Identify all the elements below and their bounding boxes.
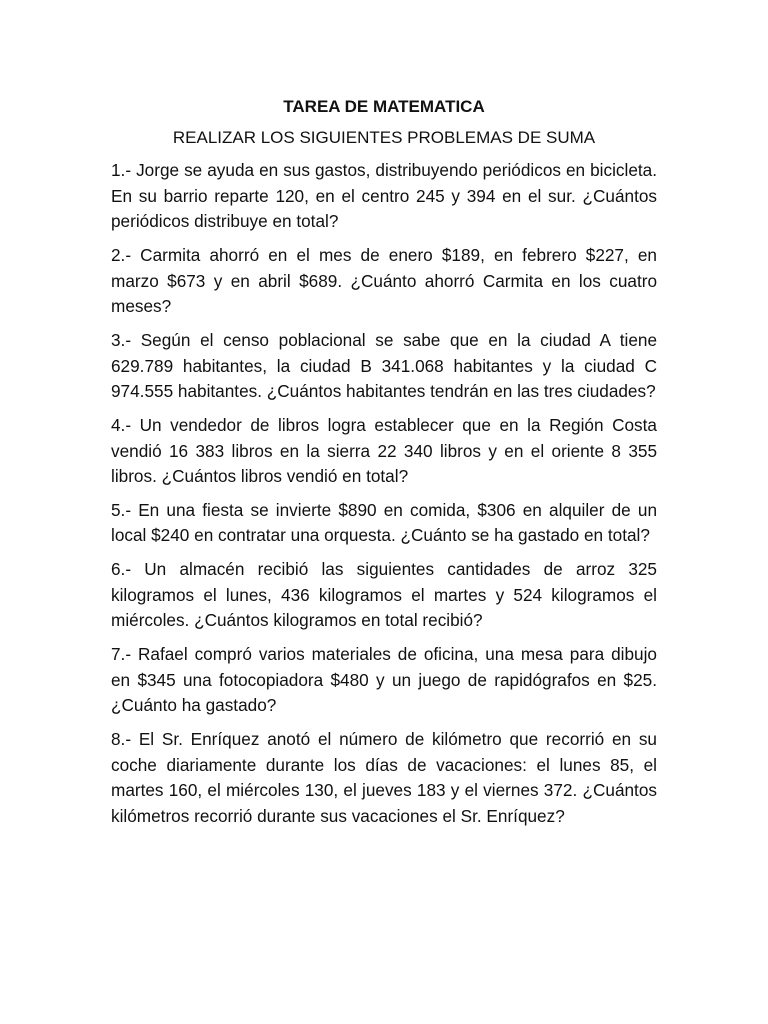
problem-5: 5.- En una fiesta se invierte $890 en comida, $306 en alquiler de un local $240 en contratar una orquesta. ¿Cuánto se ha gastado en total? — [111, 499, 657, 546]
document-subtitle: REALIZAR LOS SIGUIENTES PROBLEMAS DE SUMA — [172, 128, 596, 147]
problem-8: 8.- El Sr. Enríquez anotó el número de kilómetro que recorrió en su coche diariamente durante los días de vacaciones: el lunes 85, el martes 160, el miércoles 130, el jueves 183 y el viernes 372. ¿Cuántos kilómetros recorrió durante sus vacaciones el Sr. Enríquez? — [111, 729, 657, 826]
problem-3: 3.- Según el censo poblacional se sabe que en la ciudad A tiene 629.789 habitantes, la ciudad B 341.068 habitantes y la ciudad C 974.555 habitantes. ¿Cuántos habitantes tendrán en las tres ciudades? — [111, 329, 657, 402]
problem-1: 1.- Jorge se ayuda en sus gastos, distribuyendo periódicos en bicicleta. En su barrio reparte 120, en el centro 245 y 394 en el sur. ¿Cuántos periódicos distribuye en total? — [111, 160, 657, 232]
problem-7: 7.- Rafael compró varios materiales de oficina, una mesa para dibujo en $345 una fotocopiadora $480 y un juego de rapidógrafos en $25. ¿Cuánto ha gastado? — [111, 644, 657, 716]
problem-2: 2.- Carmita ahorró en el mes de enero $189, en febrero $227, en marzo $673 y en abril $689. ¿Cuánto ahorró Carmita en los cuatro meses? — [111, 244, 657, 317]
problem-6: 6.- Un almacén recibió las siguientes cantidades de arroz 325 kilogramos el lunes, 436 kilogramos el martes y 524 kilogramos el miércoles. ¿Cuántos kilogramos en total recibió? — [111, 559, 657, 631]
document-title: TAREA DE MATEMATICA — [283, 97, 485, 116]
problem-4: 4.- Un vendedor de libros logra establecer que en la Región Costa vendió 16 383 libros en la sierra 22 340 libros y en el oriente 8 355 libros. ¿Cuántos libros vendió en total? — [111, 414, 657, 487]
document-page — [111, 94, 657, 838]
